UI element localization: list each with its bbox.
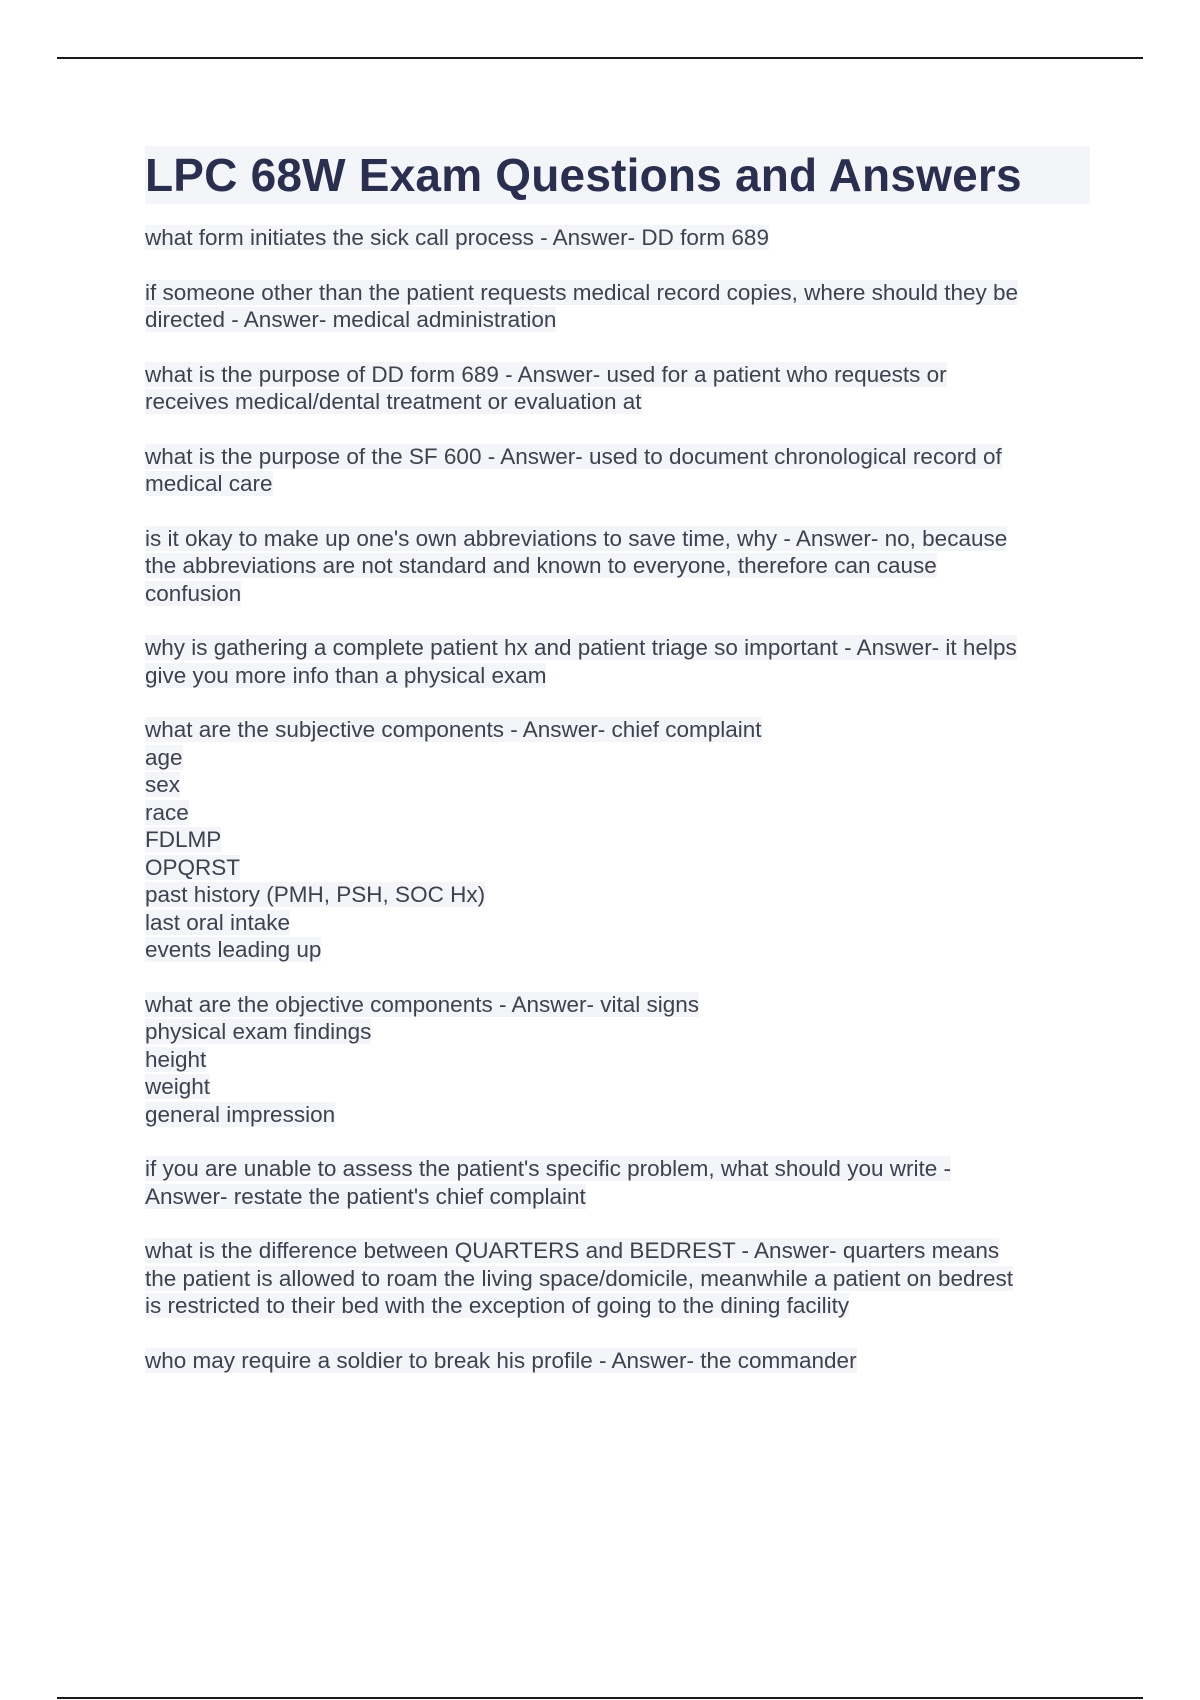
qa-text: sex xyxy=(145,772,181,797)
qa-text: what are the subjective components - Answer- chief complaint xyxy=(145,717,762,742)
document-title: LPC 68W Exam Questions and Answers xyxy=(145,146,1090,204)
qa-text: weight xyxy=(145,1074,211,1099)
qa-text: is it okay to make up one's own abbreviations to save time, why - Answer- no, because xyxy=(145,525,1008,551)
qa-text: what form initiates the sick call process - Answer- DD form 689 xyxy=(145,225,769,250)
qa-text: physical exam findings xyxy=(145,1019,372,1044)
qa-text: race xyxy=(145,799,189,825)
qa-text: events leading up xyxy=(145,937,322,962)
qa-text: what are the objective components - Answer- vital signs xyxy=(145,991,700,1017)
qa-text: general impression xyxy=(145,1101,336,1127)
footer-rule xyxy=(57,1697,1143,1699)
qa-text: who may require a soldier to break his profile - Answer- the commander xyxy=(145,1347,857,1373)
qa-text: the abbreviations are not standard and known to everyone, therefore can cause xyxy=(145,553,937,578)
qa-text: confusion xyxy=(145,580,242,606)
qa-item-10 xyxy=(145,1237,1090,1320)
qa-text: is restricted to their bed with the exception of going to the dining facility xyxy=(145,1293,850,1318)
qa-text: directed - Answer- medical administration xyxy=(145,307,557,332)
qa-text: what is the purpose of DD form 689 - Answer- used for a patient who requests or xyxy=(145,361,947,387)
document-body xyxy=(145,146,1090,1401)
qa-item-8 xyxy=(145,991,1090,1129)
qa-item-4 xyxy=(145,443,1090,498)
qa-text: Answer- restate the patient's chief complaint xyxy=(145,1183,586,1209)
qa-text: if someone other than the patient requests medical record copies, where should they be xyxy=(145,279,1019,305)
qa-text: OPQRST xyxy=(145,854,241,880)
qa-text: height xyxy=(145,1046,207,1072)
qa-text: give you more info than a physical exam xyxy=(145,662,547,688)
qa-text: receives medical/dental treatment or evaluation at xyxy=(145,389,642,414)
qa-text: if you are unable to assess the patient's specific problem, what should you write - xyxy=(145,1156,951,1181)
qa-item-9 xyxy=(145,1155,1090,1210)
qa-text: why is gathering a complete patient hx and patient triage so important - Answer- it helps xyxy=(145,635,1017,660)
qa-text: FDLMP xyxy=(145,827,222,852)
qa-item-2 xyxy=(145,279,1090,334)
qa-text: the patient is allowed to roam the living space/domicile, meanwhile a patient on bedrest xyxy=(145,1265,1013,1291)
qa-text: what is the purpose of the SF 600 - Answer- used to document chronological record of xyxy=(145,443,1002,469)
qa-item-11 xyxy=(145,1347,1090,1375)
qa-item-7 xyxy=(145,716,1090,964)
qa-text: medical care xyxy=(145,471,273,496)
qa-text: past history (PMH, PSH, SOC Hx) xyxy=(145,882,486,907)
qa-text: last oral intake xyxy=(145,909,291,935)
qa-text: age xyxy=(145,744,183,770)
header-rule xyxy=(57,57,1143,59)
qa-item-6 xyxy=(145,634,1090,689)
qa-item-5 xyxy=(145,525,1090,608)
qa-item-3 xyxy=(145,361,1090,416)
qa-item-1 xyxy=(145,224,1090,252)
qa-text: what is the difference between QUARTERS and BEDREST - Answer- quarters means xyxy=(145,1238,1000,1263)
